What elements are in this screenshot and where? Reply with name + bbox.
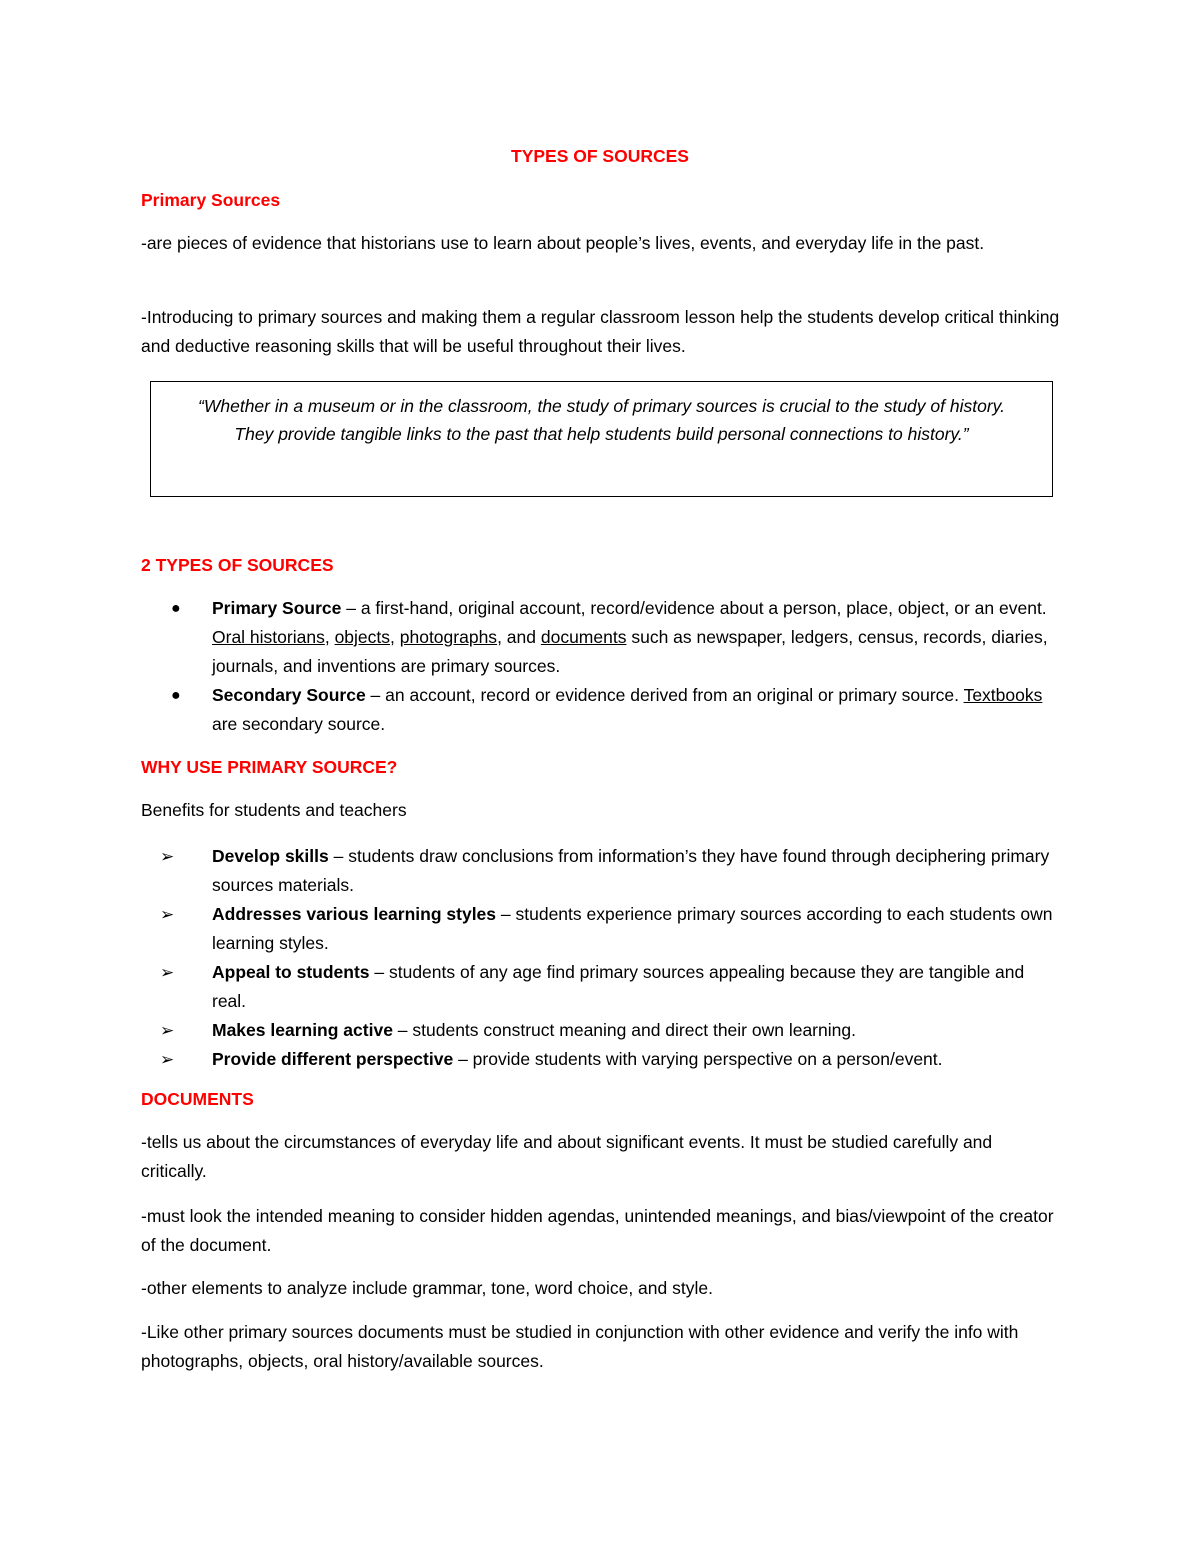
- list-item: [141, 958, 1061, 1016]
- benefit-term: Addresses various learning styles: [212, 904, 497, 924]
- arrow-bullet-icon: ➢: [160, 1050, 175, 1069]
- documents-para-1: -tells us about the circumstances of everyday life and about significant events. It must be studied carefully and critically.: [141, 1132, 993, 1181]
- separator: ,: [324, 627, 335, 647]
- benefit-text: – provide students with varying perspective on a person/event.: [453, 1049, 943, 1069]
- benefits-list: [141, 842, 1061, 1074]
- oral-historians-link: Oral historians: [212, 627, 325, 647]
- documents-para-2: -must look the intended meaning to consider hidden agendas, unintended meanings, and bias/viewpoint of the creator of the document.: [141, 1206, 1054, 1255]
- two-types-heading: 2 TYPES OF SOURCES: [141, 555, 334, 575]
- list-item: [141, 681, 1061, 739]
- documents-para-4: -Like other primary sources documents must be studied in conjunction with other evidence and verify the info with photographs, objects, oral history/available sources.: [141, 1322, 1019, 1371]
- secondary-source-text-2: are secondary source.: [212, 714, 386, 734]
- list-item: [141, 594, 1061, 681]
- arrow-bullet-icon: ➢: [160, 1021, 175, 1040]
- bullet-icon: ●: [171, 687, 181, 704]
- list-item: [141, 1045, 1061, 1074]
- benefits-subheading: Benefits for students and teachers: [141, 800, 407, 820]
- primary-source-text-1: – a first-hand, original account, record/evidence about a person, place, object, or an event.: [341, 598, 1047, 618]
- arrow-bullet-icon: ➢: [160, 963, 175, 982]
- primary-source-text-2: such as newspaper, ledgers, census, records, diaries, journals, and inventions are primary sources.: [212, 627, 1048, 676]
- benefit-term: Appeal to students: [212, 962, 370, 982]
- term-primary-source: Primary Source: [212, 598, 342, 618]
- documents-link: documents: [540, 627, 627, 647]
- term-secondary-source: Secondary Source: [212, 685, 366, 705]
- primary-sources-para-2: -Introducing to primary sources and making them a regular classroom lesson help the students develop critical thinking and deductive reasoning skills that will be useful throughout their lives.: [141, 307, 1060, 356]
- documents-para-3: -other elements to analyze include grammar, tone, word choice, and style.: [141, 1278, 713, 1298]
- bullet-icon: ●: [171, 600, 181, 617]
- textbooks-link: Textbooks: [963, 685, 1043, 705]
- list-item: [141, 900, 1061, 958]
- arrow-bullet-icon: ➢: [160, 847, 175, 866]
- primary-sources-para-1: -are pieces of evidence that historians use to learn about people’s lives, events, and everyday life in the past.: [141, 233, 985, 253]
- benefit-text: – students experience primary sources according to each students own learning styles.: [212, 904, 1053, 953]
- separator: , and: [497, 627, 541, 647]
- arrow-bullet-icon: ➢: [160, 905, 175, 924]
- secondary-source-text-1: – an account, record or evidence derived from an original or primary source.: [365, 685, 964, 705]
- objects-link: objects: [334, 627, 391, 647]
- benefit-text: – students of any age find primary sources appealing because they are tangible and real.: [212, 962, 1025, 1011]
- page-title: TYPES OF SOURCES: [511, 146, 689, 166]
- benefit-text: – students draw conclusions from information’s they have found through deciphering primary sources materials.: [212, 846, 1050, 895]
- photographs-link: photographs: [399, 627, 498, 647]
- benefit-term: Provide different perspective: [212, 1049, 454, 1069]
- why-use-heading: WHY USE PRIMARY SOURCE?: [141, 757, 398, 777]
- benefit-text: – students construct meaning and direct their own learning.: [392, 1020, 856, 1040]
- list-item: [141, 1016, 1061, 1045]
- primary-sources-heading: Primary Sources: [141, 190, 281, 210]
- list-item: [141, 842, 1061, 900]
- documents-heading: DOCUMENTS: [141, 1089, 254, 1109]
- benefit-term: Makes learning active: [212, 1020, 393, 1040]
- quote-box: [150, 381, 1053, 497]
- benefit-term: Develop skills: [212, 846, 329, 866]
- types-bullet-list: [141, 594, 1061, 739]
- separator: ,: [390, 627, 400, 647]
- quote-text: “Whether in a museum or in the classroom, the study of primary sources is crucial to the study of history. They provide tangible links to the past that help students build personal connections to history.”: [198, 396, 1005, 444]
